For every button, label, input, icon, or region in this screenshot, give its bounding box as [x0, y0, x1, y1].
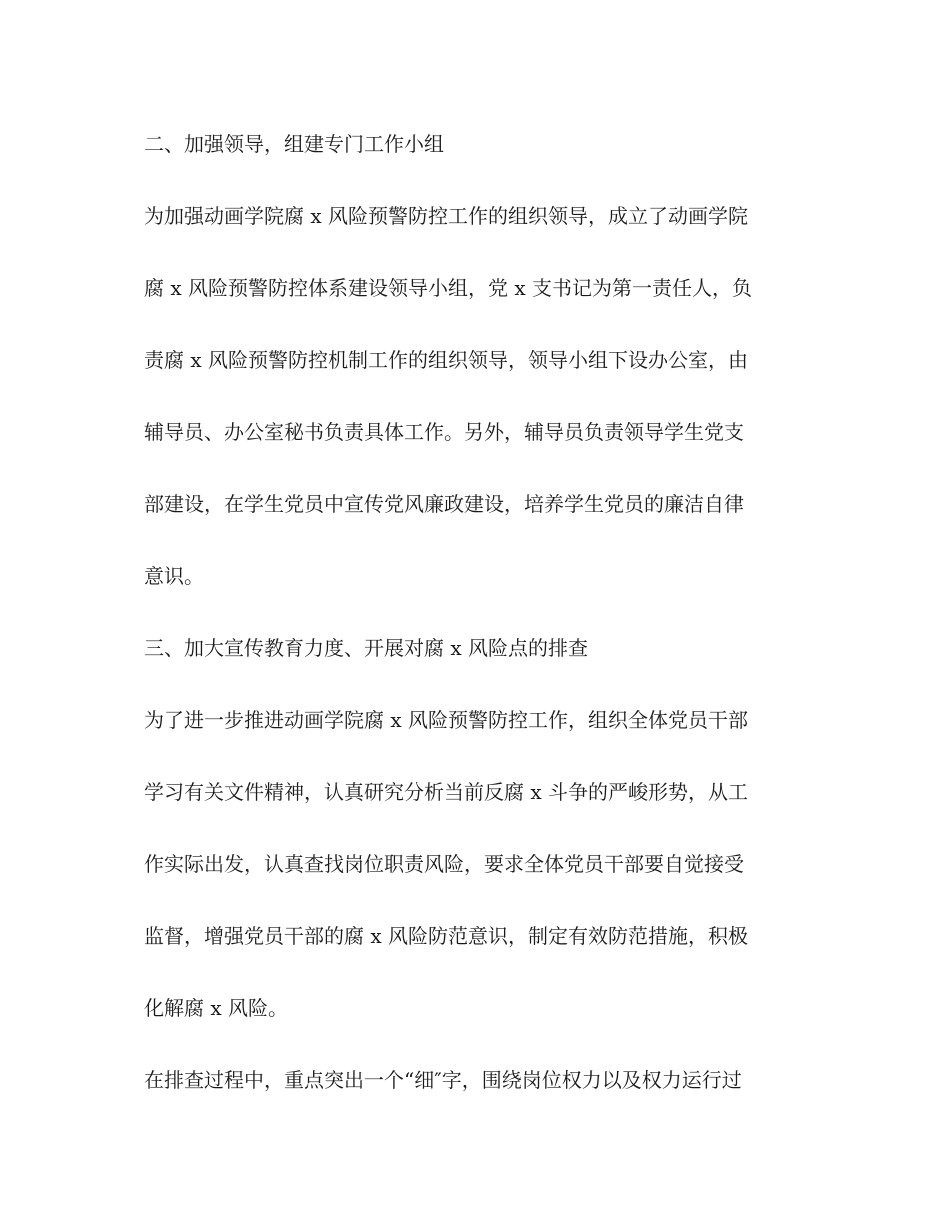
section-heading-2: 二、加强领导，组建专门工作小组 [144, 132, 444, 156]
paragraph-line: 为了进一步推进动画学院腐 x 风险预警防控工作，组织全体党员干部 [144, 708, 748, 732]
paragraph-line: 部建设，在学生党员中宣传党风廉政建设，培养学生党员的廉洁自律 [144, 492, 744, 516]
section-heading-3: 三、加大宣传教育力度、开展对腐 x 风险点的排查 [144, 636, 588, 660]
paragraph-line: 学习有关文件精神，认真研究分析当前反腐 x 斗争的严峻形势，从工 [144, 780, 748, 804]
paragraph-line: 在排查过程中，重点突出一个“细″字，围绕岗位权力以及权力运行过 [144, 1068, 742, 1092]
paragraph-line: 辅导员、办公室秘书负责具体工作。另外，辅导员负责领导学生党支 [144, 420, 744, 444]
paragraph-line: 责腐 x 风险预警防控机制工作的组织领导，领导小组下设办公室，由 [144, 348, 748, 372]
document-body [144, 108, 824, 1116]
paragraph-line: 意识。 [144, 564, 204, 588]
paragraph-line: 作实际出发，认真查找岗位职责风险，要求全体党员干部要自觉接受 [144, 852, 744, 876]
paragraph-line: 监督，增强党员干部的腐 x 风险防范意识，制定有效防范措施，积极 [144, 924, 748, 948]
paragraph-line: 腐 x 风险预警防控体系建设领导小组，党 x 支书记为第一责任人，负 [144, 276, 752, 300]
paragraph-line: 为加强动画学院腐 x 风险预警防控工作的组织领导，成立了动画学院 [144, 204, 748, 228]
paragraph-line: 化解腐 x 风险。 [144, 996, 288, 1020]
